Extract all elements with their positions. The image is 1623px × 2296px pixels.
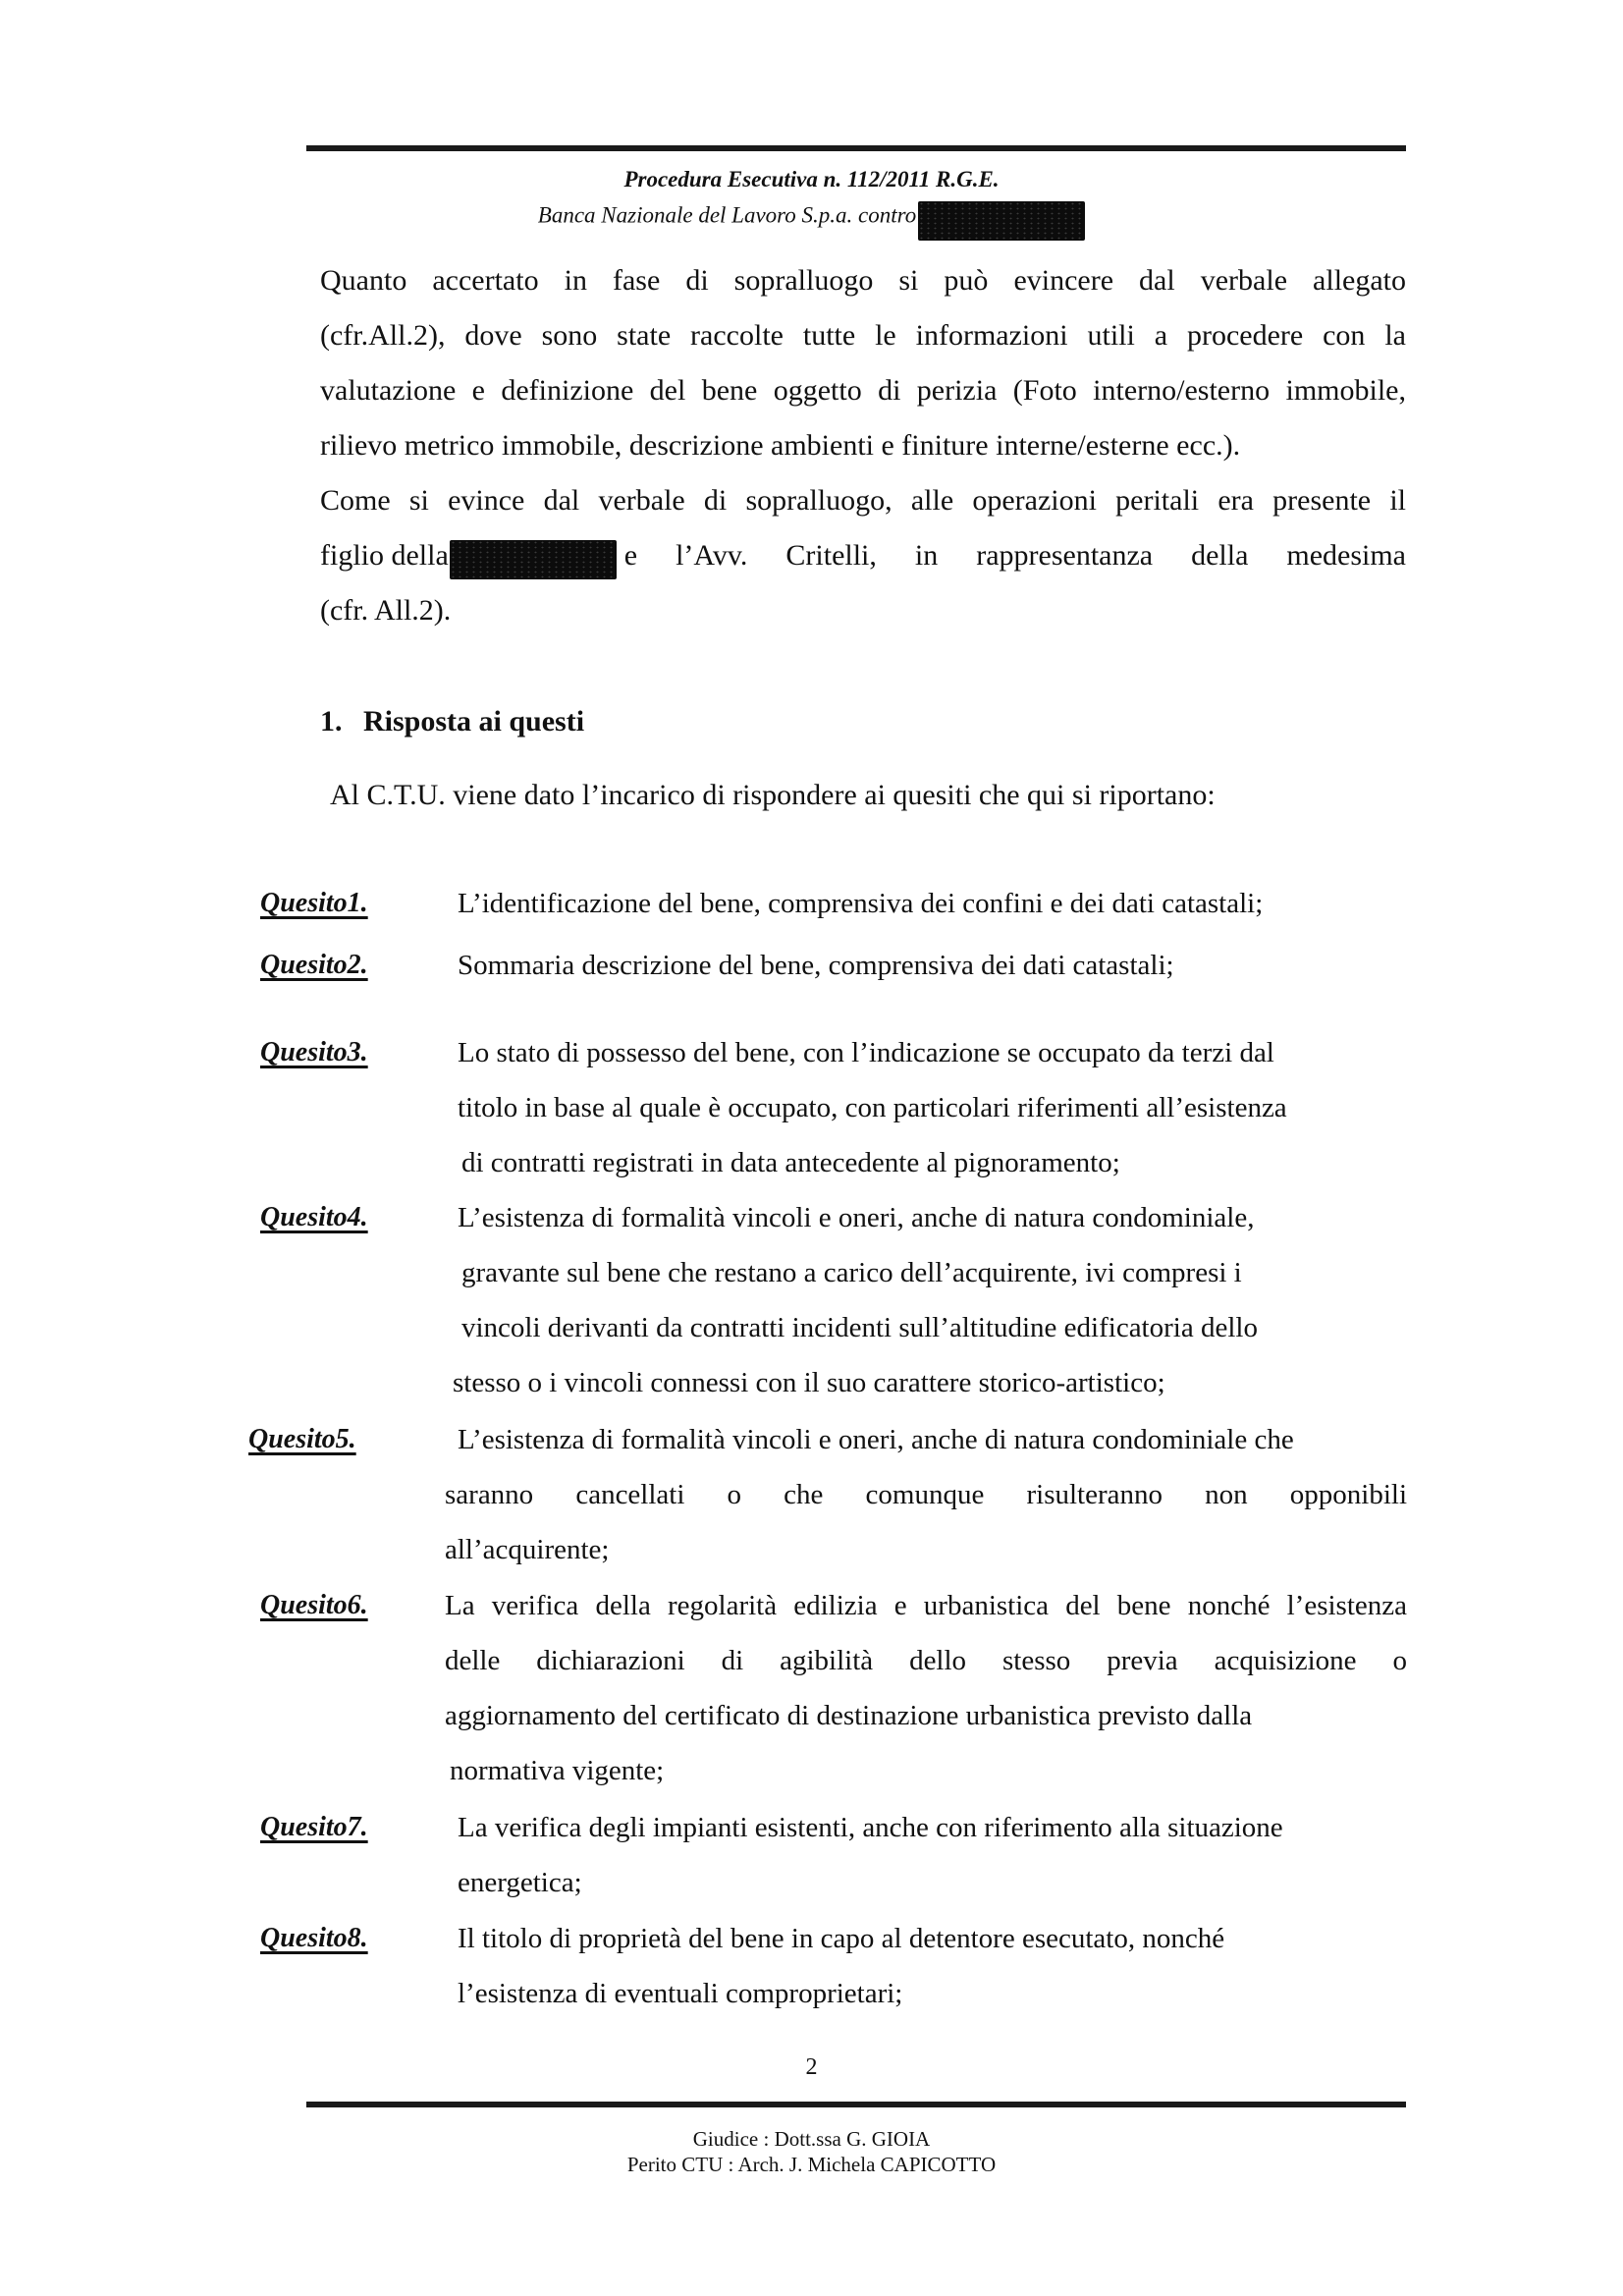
section-number: 1. [320,705,343,738]
quesito-text: Il titolo di proprietà del bene in capo al detentore esecutato, nonché [458,1923,1225,1954]
page-number: 2 [805,2054,818,2080]
header-rule [306,145,1406,151]
header-parties [0,197,1623,237]
quesito-text: La verifica degli impianti esistenti, anche con riferimento alla situazione [458,1812,1283,1843]
header-case-number: Procedura Esecutiva n. 112/2011 R.G.E. [623,167,1000,191]
quesito-label: Quesito7. [260,1812,368,1842]
quesito-label: Quesito1. [260,888,368,918]
paragraph-text: figlio della [320,539,449,572]
quesito-text: titolo in base al quale è occupato, con particolari riferimenti all’esistenza [458,1092,1287,1123]
redaction-block [918,201,1085,241]
paragraph-text: e l’Avv. Critelli, in rappresentanza della medesima [623,539,1406,572]
quesito-text: all’acquirente; [445,1534,610,1565]
quesito-text: La verifica della regolarità edilizia e urbanistica del bene nonché l’esistenza [445,1590,1407,1621]
section-heading [320,705,584,738]
paragraph-line: rilievo metrico immobile, descrizione ambienti e finiture interne/esterne ecc.). [320,429,1241,462]
quesito-label: Quesito5. [248,1424,356,1454]
paragraph-line: (cfr.All.2), dove sono state raccolte tutte le informazioni utili a procedere con la [320,319,1406,352]
quesito-text: L’identificazione del bene, comprensiva dei confini e dei dati catastali; [458,888,1264,919]
section-title: Risposta ai questi [363,705,585,738]
quesito-label: Quesito2. [260,950,368,980]
paragraph-line: valutazione e definizione del bene oggetto di perizia (Foto interno/esterno immobile, [320,374,1406,407]
quesito-text: Sommaria descrizione del bene, comprensiva dei dati catastali; [458,950,1174,981]
quesito-label: Quesito3. [260,1037,368,1067]
quesito-label: Quesito6. [260,1590,368,1620]
paragraph-line: (cfr. All.2). [320,594,452,627]
quesito-text: L’esistenza di formalità vincoli e oneri, anche di natura condominiale che [458,1424,1294,1455]
quesito-text: gravante sul bene che restano a carico dell’acquirente, ivi compresi i [461,1257,1242,1288]
quesito-text: aggiornamento del certificato di destinazione urbanistica previsto dalla [445,1700,1253,1731]
quesito-text: di contratti registrati in data antecedente al pignoramento; [461,1147,1120,1178]
quesito-label: Quesito8. [260,1923,368,1953]
header-parties-text: Banca Nazionale del Lavoro S.p.a. contro [537,202,917,228]
footer-judge: Giudice : Dott.ssa G. GIOIA [692,2127,931,2151]
quesito-text: normativa vigente; [450,1755,665,1786]
quesito-text: stesso o i vincoli connessi con il suo carattere storico-artistico; [453,1367,1165,1398]
paragraph-line-redacted [320,536,1406,575]
footer-expert: Perito CTU : Arch. J. Michela CAPICOTTO [626,2153,997,2176]
quesito-text: L’esistenza di formalità vincoli e oneri, anche di natura condominiale, [458,1202,1255,1233]
footer-rule [306,2102,1406,2107]
quesito-text: l’esistenza di eventuali comproprietari; [458,1978,903,2009]
redaction-block [450,540,617,579]
paragraph-line: Quanto accertato in fase di sopralluogo si può evincere dal verbale allegato [320,264,1406,297]
paragraph-line: Come si evince dal verbale di sopralluogo, alle operazioni peritali era presente il [320,484,1406,517]
quesito-text: vincoli derivanti da contratti incidenti sull’altitudine edificatoria dello [461,1312,1258,1343]
section-intro: Al C.T.U. viene dato l’incarico di rispondere ai quesiti che qui si riportano: [330,779,1216,811]
quesito-text: saranno cancellati o che comunque risulteranno non opponibili [445,1479,1407,1510]
quesito-text: energetica; [458,1867,582,1898]
quesito-text: Lo stato di possesso del bene, con l’indicazione se occupato da terzi dal [458,1037,1274,1068]
quesito-label: Quesito4. [260,1202,368,1232]
quesito-text: delle dichiarazioni di agibilità dello stesso previa acquisizione o [445,1645,1407,1676]
